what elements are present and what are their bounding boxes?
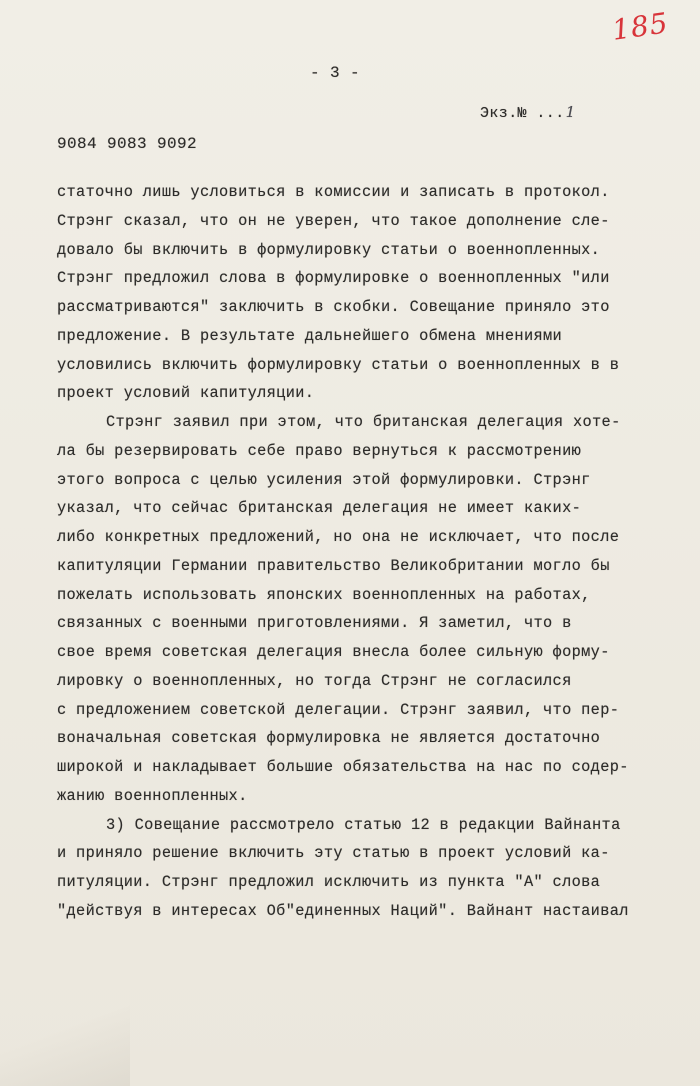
text-line: статочно лишь условиться в комиссии и записать в протокол.	[57, 183, 610, 201]
paragraph-start-line: Стрэнг заявил при этом, что британская делегация хоте-	[106, 413, 621, 431]
text-line: лировку о военнопленных, но тогда Стрэнг не согласился	[57, 671, 572, 690]
text-line: капитуляции Германии правительство Великобритании могло бы	[57, 556, 610, 575]
text-line: воначальная советская формулировка не является достаточно	[57, 729, 601, 748]
text-line: довало бы включить в формулировку статьи о военнопленных.	[57, 240, 601, 259]
copy-label: Экз.№ ...	[480, 105, 565, 122]
text-line: ла бы резервировать себе право вернуться к рассмотрению	[57, 441, 582, 460]
text-line: связанных с военными приготовлениями. Я заметил, что в	[57, 614, 572, 633]
text-line: свое время советская делегация внесла более сильную форму-	[57, 643, 610, 661]
copy-mark	[480, 103, 576, 122]
text-line: питуляции. Стрэнг предложил исключить из пункта "А" слова	[57, 873, 601, 891]
paragraph-start-line: 3) Совещание рассмотрело статью 12 в редакции Вайнанта	[106, 815, 621, 834]
page-number: - 3 -	[310, 64, 361, 82]
copy-number: 1	[565, 103, 576, 121]
text-line: либо конкретных предложений, но она не исключает, что после	[57, 528, 620, 546]
text-line: с предложением советской делегации. Стрэнг заявил, что пер-	[57, 700, 620, 719]
text-line: Стрэнг предложил слова в формулировке о военнопленных "или	[57, 269, 610, 288]
text-line: "действуя в интересах Об"единенных Наций". Вайнант настаивал	[57, 901, 629, 920]
text-line: пожелать использовать японских военнопленных на работах,	[57, 585, 591, 604]
text-line: предложение. В результате дальнейшего обмена мнениями	[57, 326, 563, 345]
text-line: широкой и накладывает большие обязательства на нас по содер-	[57, 758, 629, 776]
text-line: рассматриваются" заключить в скобки. Совещание приняло это	[57, 298, 610, 316]
reference-numbers: 9084 9083 9092	[57, 135, 198, 153]
text-line: указал, что сейчас британская делегация не имеет каких-	[57, 499, 582, 518]
text-line: этого вопроса с целью усиления этой формулировки. Стрэнг	[57, 470, 591, 489]
body-text	[57, 178, 689, 926]
folio-number: 185	[609, 6, 671, 47]
text-line: и приняло решение включить эту статью в проект условий ка-	[57, 844, 610, 863]
text-line: проект условий капитуляции.	[57, 384, 315, 403]
text-line: Стрэнг сказал, что он не уверен, что такое дополнение сле-	[57, 211, 610, 230]
text-line: условились включить формулировку статьи о военнопленных в в	[57, 355, 620, 374]
text-line: жанию военнопленных.	[57, 786, 248, 805]
